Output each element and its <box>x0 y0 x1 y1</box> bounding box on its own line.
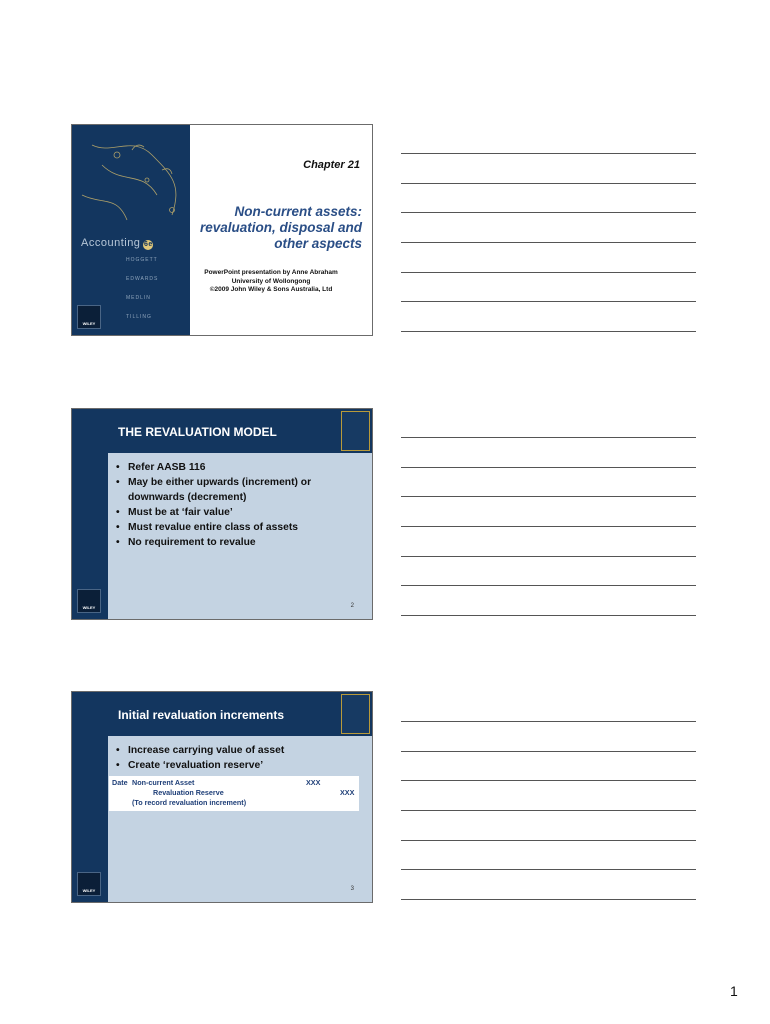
bullet-item: • No requirement to revalue <box>116 535 358 550</box>
note-line <box>401 869 696 870</box>
note-line <box>401 899 696 900</box>
note-line <box>401 615 696 616</box>
book-cover-thumbnail <box>341 411 370 451</box>
note-line <box>401 780 696 781</box>
wiley-logo: WILEY <box>77 872 101 896</box>
slide-1 <box>71 124 373 336</box>
slide-title: Initial revaluation increments <box>118 708 285 722</box>
slide-3 <box>71 691 373 903</box>
slide-number: 2 <box>350 603 354 609</box>
slide-2 <box>71 408 373 620</box>
note-line <box>401 437 696 438</box>
note-line <box>401 810 696 811</box>
cover-panel <box>72 125 190 335</box>
note-line <box>401 721 696 722</box>
note-line <box>401 840 696 841</box>
note-line <box>401 301 696 302</box>
slide-title: Non-current assets: revaluation, disposal and other aspects <box>199 204 362 251</box>
note-line <box>401 153 696 154</box>
presentation-credit: PowerPoint presentation by Anne Abraham University of Wollongong ©2009 John Wiley & Sons Australia, Ltd <box>204 269 338 294</box>
book-title: Accounting 6e <box>81 237 153 249</box>
floral-decoration <box>72 125 190 335</box>
bullet-item: • Must revalue entire class of assets <box>116 520 358 535</box>
author-name: TILLING <box>126 314 152 320</box>
note-line <box>401 467 696 468</box>
journal-credit-account: Revaluation Reserve <box>153 788 224 797</box>
bullet-list <box>116 460 358 550</box>
page-number: 1 <box>730 983 738 999</box>
note-line <box>401 272 696 273</box>
note-line <box>401 526 696 527</box>
chapter-label: Chapter 21 <box>303 159 360 171</box>
book-cover-thumbnail <box>341 694 370 734</box>
slide-number: 3 <box>350 886 354 892</box>
note-line <box>401 751 696 752</box>
bullet-item: • May be either upwards (increment) or downwards (decrement) <box>116 475 358 505</box>
bullet-list <box>116 743 284 773</box>
journal-entry <box>109 776 359 811</box>
journal-credit-amount: XXX <box>340 788 355 797</box>
note-line <box>401 585 696 586</box>
wiley-logo: WILEY <box>77 589 101 613</box>
note-line <box>401 331 696 332</box>
note-line <box>401 556 696 557</box>
author-name: HOGGETT <box>126 257 158 263</box>
author-name: EDWARDS <box>126 276 159 282</box>
note-line <box>401 212 696 213</box>
bullet-item: • Increase carrying value of asset <box>116 743 284 758</box>
bullet-item: • Must be at ‘fair value’ <box>116 505 358 520</box>
edition-badge: 6e <box>144 241 153 248</box>
note-line <box>401 496 696 497</box>
wiley-logo: WILEY <box>77 305 101 329</box>
slide-title: THE REVALUATION MODEL <box>118 425 277 439</box>
journal-date-label: Date <box>112 778 128 787</box>
journal-debit-account: Non-current Asset <box>132 778 195 787</box>
note-line <box>401 183 696 184</box>
author-name: MEDLIN <box>126 295 151 301</box>
journal-debit-amount: XXX <box>306 778 321 787</box>
bullet-item: • Refer AASB 116 <box>116 460 358 475</box>
note-line <box>401 242 696 243</box>
journal-narration: (To record revaluation increment) <box>132 798 247 807</box>
bullet-item: • Create ‘revaluation reserve’ <box>116 758 284 773</box>
